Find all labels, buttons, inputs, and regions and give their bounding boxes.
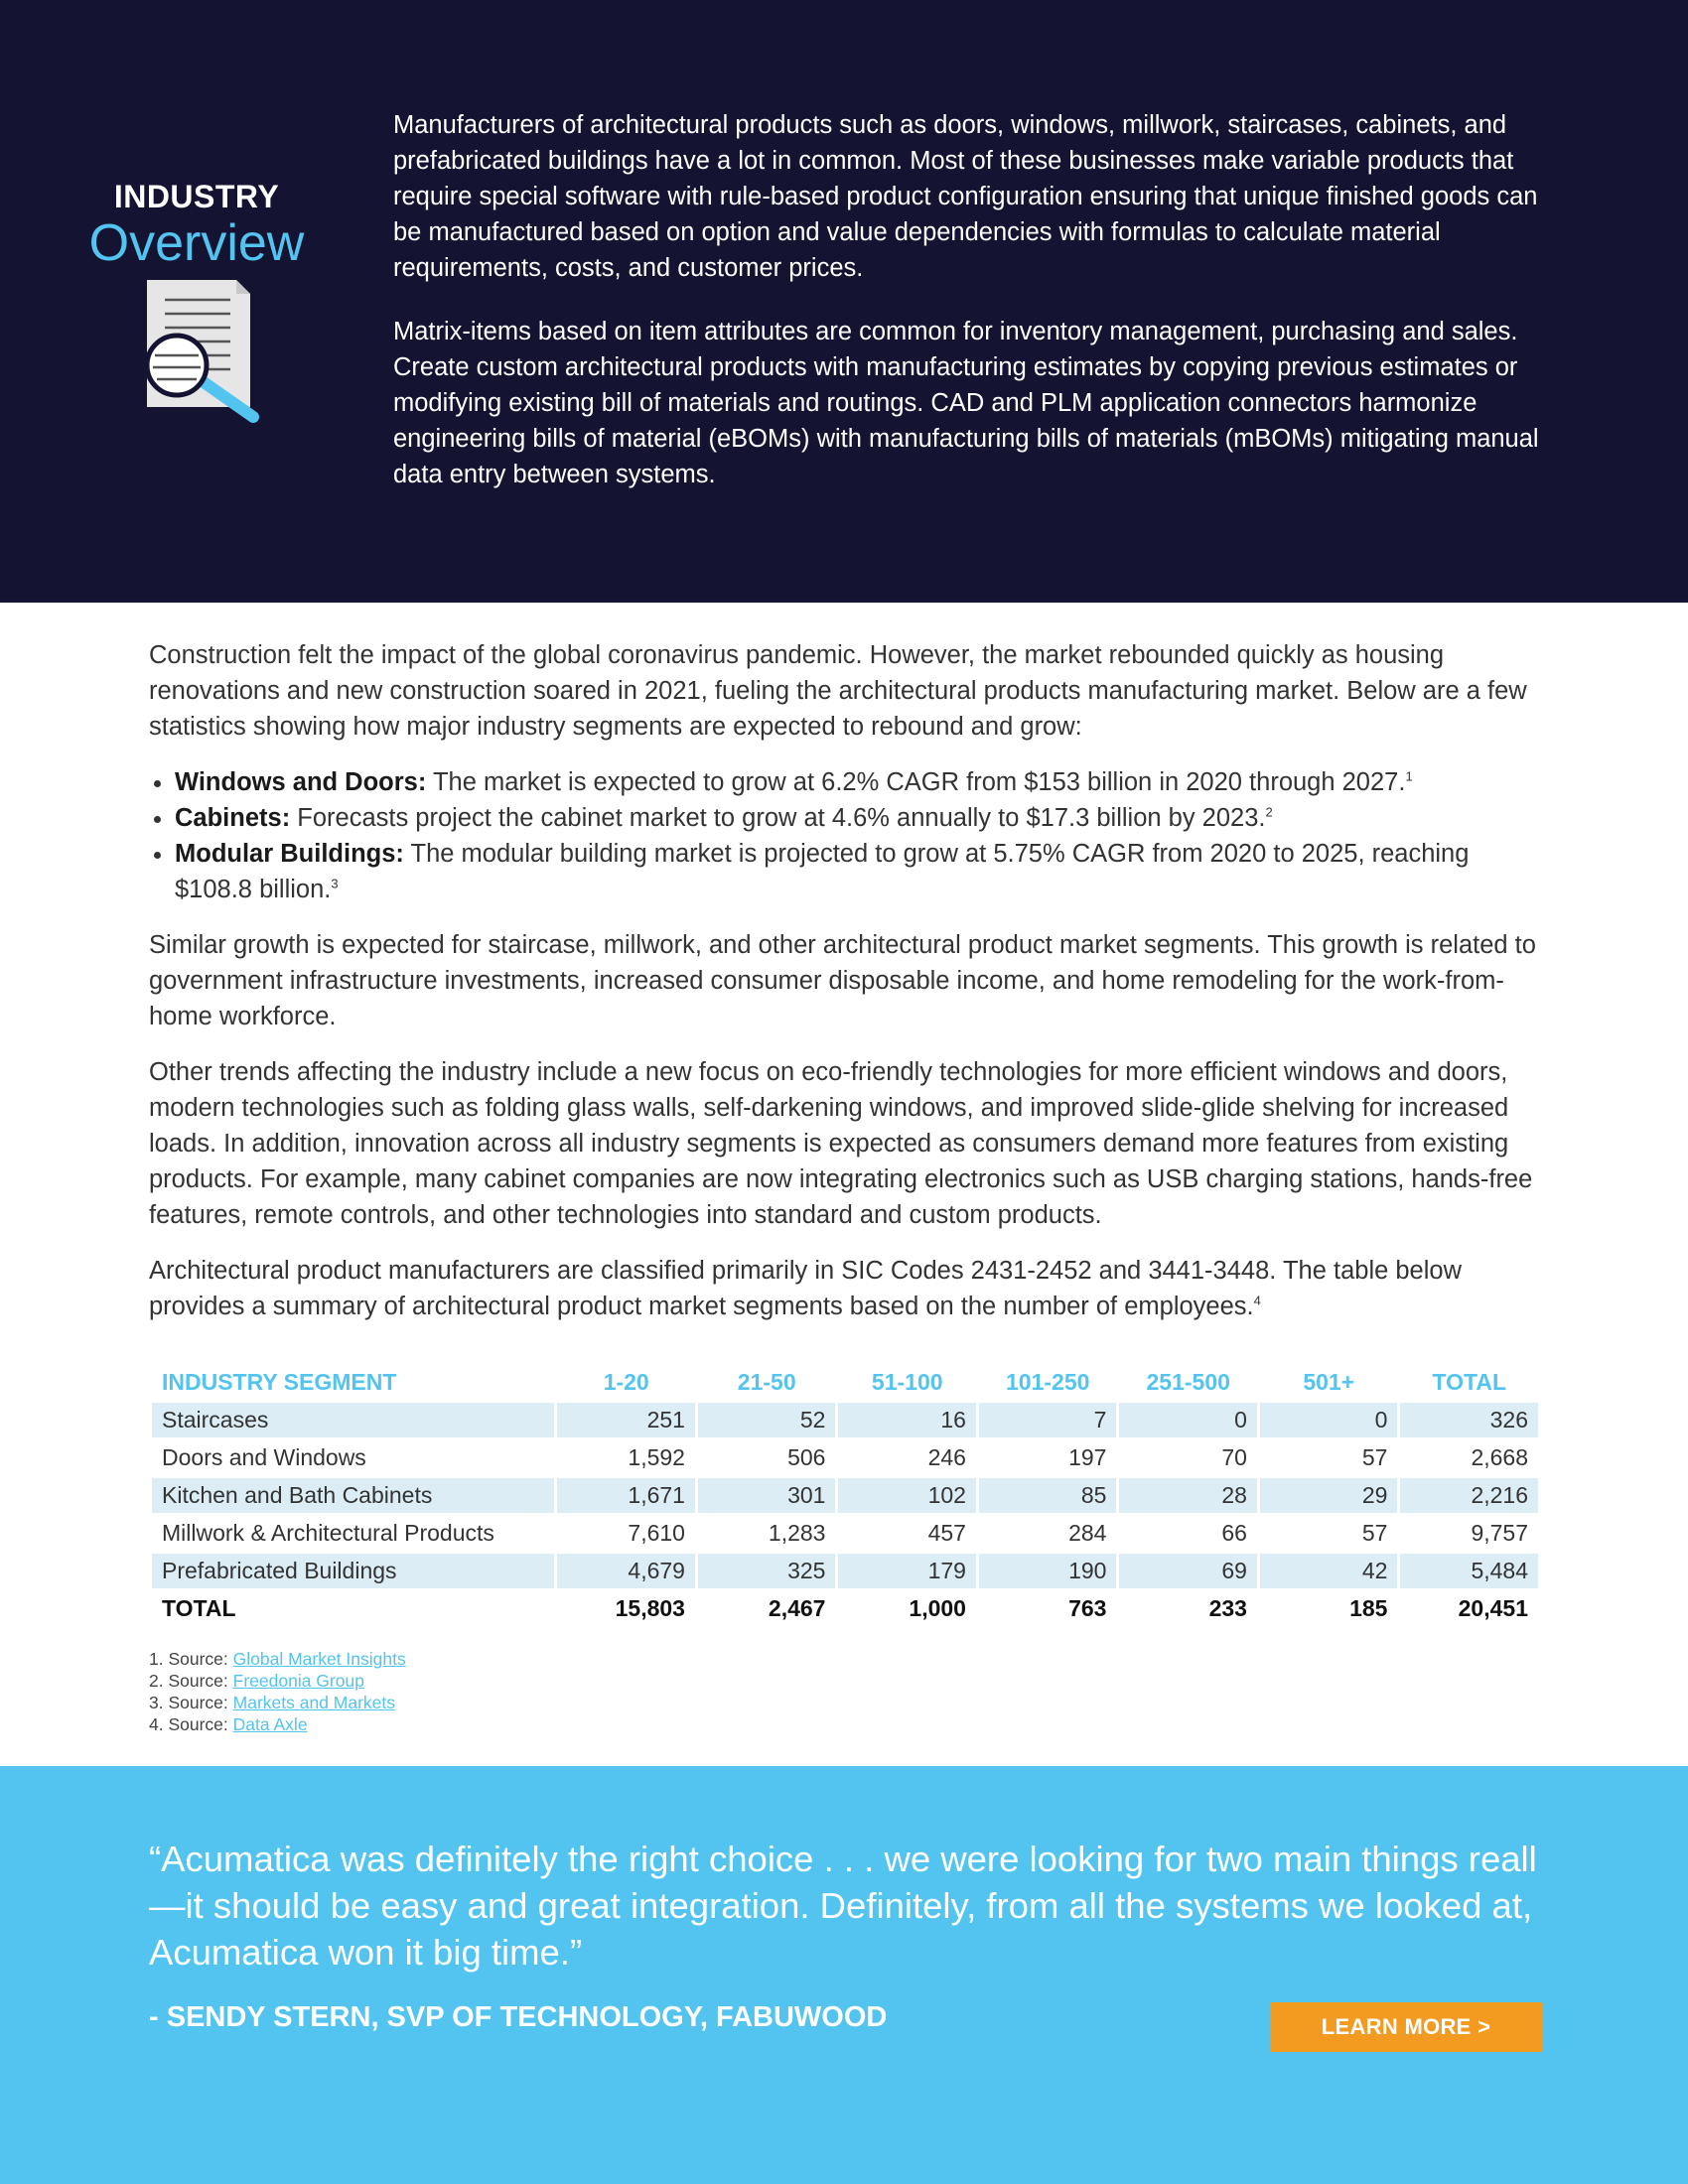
table-cell: 102 — [838, 1478, 976, 1513]
table-row — [152, 1516, 1538, 1551]
bullet-label: Windows and Doors: — [175, 768, 427, 796]
table-cell: 2,467 — [768, 1594, 826, 1621]
table-cell: 233 — [1208, 1594, 1247, 1621]
table-cell: 42 — [1260, 1554, 1398, 1588]
intro-paragraph: Construction felt the impact of the global coronavirus pandemic. However, the market rebounded quickly as housing renovations and new construction soared in 2021, fueling the architectural products manufacturing market. Below are a few statistics showing how major industry segments are expected to rebound and grow: — [149, 641, 1527, 741]
overview-paragraph-1: Manufacturers of architectural products such as doors, windows, millwork, staircases, cabinets, and prefabricated buildings have a lot in common. Most of these businesses make variable products that require special software with rule-based product configuration ensuring that unique finished goods can be manufactured based on option and value dependencies with formulas to calculate material requirements, costs, and customer prices. — [393, 111, 1538, 282]
column-header: 101-250 — [1006, 1368, 1090, 1395]
learn-more-button[interactable]: LEARN MORE > — [1270, 2002, 1542, 2052]
column-header: 51-100 — [871, 1368, 943, 1395]
footnote-ref: 2 — [1265, 804, 1273, 820]
table-cell: 0 — [1260, 1403, 1398, 1437]
column-header: 251-500 — [1146, 1368, 1230, 1395]
table-cell: 326 — [1400, 1403, 1538, 1437]
table-cell: 9,757 — [1471, 1520, 1528, 1546]
table-cell: 28 — [1119, 1478, 1257, 1513]
table-cell: TOTAL — [162, 1594, 236, 1621]
table-cell: 69 — [1119, 1554, 1257, 1588]
table-cell: 70 — [1221, 1444, 1247, 1470]
table-cell: 284 — [1068, 1520, 1107, 1546]
source-link-freedonia-group[interactable]: Freedonia Group — [232, 1671, 364, 1691]
bullet-text: The modular building market is projected to grow at 5.75% CAGR from 2020 to 2025, reaching $108.8 billion. — [175, 840, 1470, 903]
table-cell: Prefabricated Buildings — [152, 1554, 554, 1588]
source-link-markets-and-markets[interactable]: Markets and Markets — [232, 1693, 396, 1712]
table-cell: 20,451 — [1458, 1594, 1528, 1621]
table-cell: 325 — [698, 1554, 836, 1588]
market-statistics-section — [149, 637, 1539, 1344]
footnote-prefix: 2. Source: — [149, 1671, 233, 1691]
footnote-ref: 1 — [1405, 768, 1413, 784]
column-header: 1-20 — [603, 1368, 649, 1395]
growth-paragraph: Similar growth is expected for staircase, millwork, and other architectural product market segments. This growth is related to government infrastructure investments, increased consumer disposable income, and home remodeling for the work-from-home workforce. — [149, 931, 1536, 1030]
table-cell: 1,592 — [628, 1444, 685, 1470]
table-cell: 52 — [698, 1403, 836, 1437]
section-kicker: INDUSTRY — [113, 179, 280, 214]
industry-segment-table — [149, 1361, 1541, 1628]
table-row — [152, 1478, 1538, 1513]
column-header: 21-50 — [737, 1368, 796, 1395]
testimonial-attribution: - SENDY STERN, SVP OF TECHNOLOGY, FABUWOOD — [149, 2001, 888, 2033]
bullet-label: Modular Buildings: — [175, 840, 404, 868]
source-link-global-market-insights[interactable]: Global Market Insights — [232, 1649, 406, 1669]
footnote-ref: 4 — [1253, 1293, 1261, 1308]
document-magnifier-icon — [139, 278, 268, 427]
table-row — [152, 1440, 1538, 1475]
section-title — [77, 179, 316, 272]
table-cell: 7,610 — [628, 1520, 685, 1546]
table-cell: 301 — [698, 1478, 836, 1513]
footnote — [149, 1692, 406, 1713]
column-header: TOTAL — [1432, 1368, 1506, 1395]
sic-codes-text: Architectural product manufacturers are classified primarily in SIC Codes 2431-2452 and 3441-3448. The table below provides a summary of architectural product market segments based on the number of employees. — [149, 1257, 1463, 1320]
list-item — [175, 800, 1539, 836]
table-cell: 1,283 — [768, 1520, 826, 1546]
table-cell: 4,679 — [557, 1554, 695, 1588]
table-cell: 2,216 — [1400, 1478, 1538, 1513]
table-cell: 457 — [927, 1520, 966, 1546]
footnote — [149, 1670, 406, 1692]
industry-overview-header — [0, 0, 1688, 603]
table-cell: 190 — [979, 1554, 1117, 1588]
table-cell: 2,668 — [1471, 1444, 1528, 1470]
table-cell: 15,803 — [615, 1594, 685, 1621]
table-cell: 1,000 — [909, 1594, 966, 1621]
list-item — [175, 764, 1539, 800]
table-cell: Kitchen and Bath Cabinets — [152, 1478, 554, 1513]
table-cell: Doors and Windows — [162, 1444, 366, 1470]
testimonial-quote: “Acumatica was definitely the right choice . . . we were looking for two main things reall—it should be easy and great integration. Definitely, from all the systems we looked at, Acumatica won it big time.” — [149, 1839, 1537, 1973]
footnote-prefix: 1. Source: — [149, 1649, 233, 1669]
table-cell: 197 — [1068, 1444, 1107, 1470]
statistics-list — [149, 764, 1539, 907]
footnote-prefix: 4. Source: — [149, 1714, 233, 1734]
section-heading: Overview — [88, 214, 305, 272]
table-cell: Millwork & Architectural Products — [162, 1520, 494, 1546]
table-cell: 0 — [1119, 1403, 1257, 1437]
bullet-text: The market is expected to grow at 6.2% CAGR from $153 billion in 2020 through 2027. — [426, 768, 1406, 796]
list-item — [175, 836, 1539, 907]
table-cell: 85 — [979, 1478, 1117, 1513]
testimonial-section — [0, 1766, 1688, 2184]
overview-text — [393, 107, 1545, 520]
table-cell: 57 — [1361, 1520, 1388, 1546]
table-cell: 251 — [557, 1403, 695, 1437]
table-cell: 16 — [838, 1403, 976, 1437]
column-header: INDUSTRY SEGMENT — [162, 1368, 397, 1395]
table-cell: 246 — [927, 1444, 966, 1470]
table-cell: Staircases — [152, 1403, 554, 1437]
column-header: 501+ — [1303, 1368, 1355, 1395]
footnote — [149, 1713, 406, 1735]
table-cell: 506 — [787, 1444, 826, 1470]
footnotes-list — [149, 1648, 406, 1735]
table-cell: 1,671 — [557, 1478, 695, 1513]
table-cell: 7 — [979, 1403, 1117, 1437]
footnote-ref: 3 — [331, 876, 339, 891]
footnote — [149, 1648, 406, 1670]
bullet-label: Cabinets: — [175, 804, 291, 832]
table-cell: 5,484 — [1400, 1554, 1538, 1588]
overview-paragraph-2: Matrix-items based on item attributes are common for inventory management, purchasing and sales. Create custom architectural products with manufacturing estimates by copying previous estimates or modifying existing bill of materials and routings. CAD and PLM application connectors harmonize engineering bills of material (eBOMs) with manufacturing bills of materials (mBOMs) mitigating manual data entry between systems. — [393, 318, 1539, 488]
table-cell: 763 — [1068, 1594, 1107, 1621]
source-link-data-axle[interactable]: Data Axle — [232, 1714, 308, 1734]
table-cell: 179 — [838, 1554, 976, 1588]
table-row — [152, 1554, 1538, 1588]
trends-paragraph: Other trends affecting the industry include a new focus on eco-friendly technologies for more efficient windows and doors, modern technologies such as folding glass walls, self-darkening windows, and improved slide-glide shelving for increased loads. In addition, innovation across all industry segments is expected as consumers demand more features from existing products. For example, many cabinet companies are now integrating electronics such as USB charging stations, hands-free features, remote controls, and other technologies into standard and custom products. — [149, 1058, 1533, 1229]
table-cell: 185 — [1349, 1594, 1388, 1621]
bullet-text: Forecasts project the cabinet market to grow at 4.6% annually to $17.3 billion by 2023. — [290, 804, 1266, 832]
table-row — [152, 1403, 1538, 1437]
table-cell: 66 — [1221, 1520, 1247, 1546]
table-cell: 29 — [1260, 1478, 1398, 1513]
table-total-row — [152, 1588, 1538, 1628]
table-header-row — [152, 1361, 1538, 1403]
sic-codes-paragraph — [149, 1253, 1539, 1324]
footnote-prefix: 3. Source: — [149, 1693, 233, 1712]
table-cell: 57 — [1361, 1444, 1388, 1470]
